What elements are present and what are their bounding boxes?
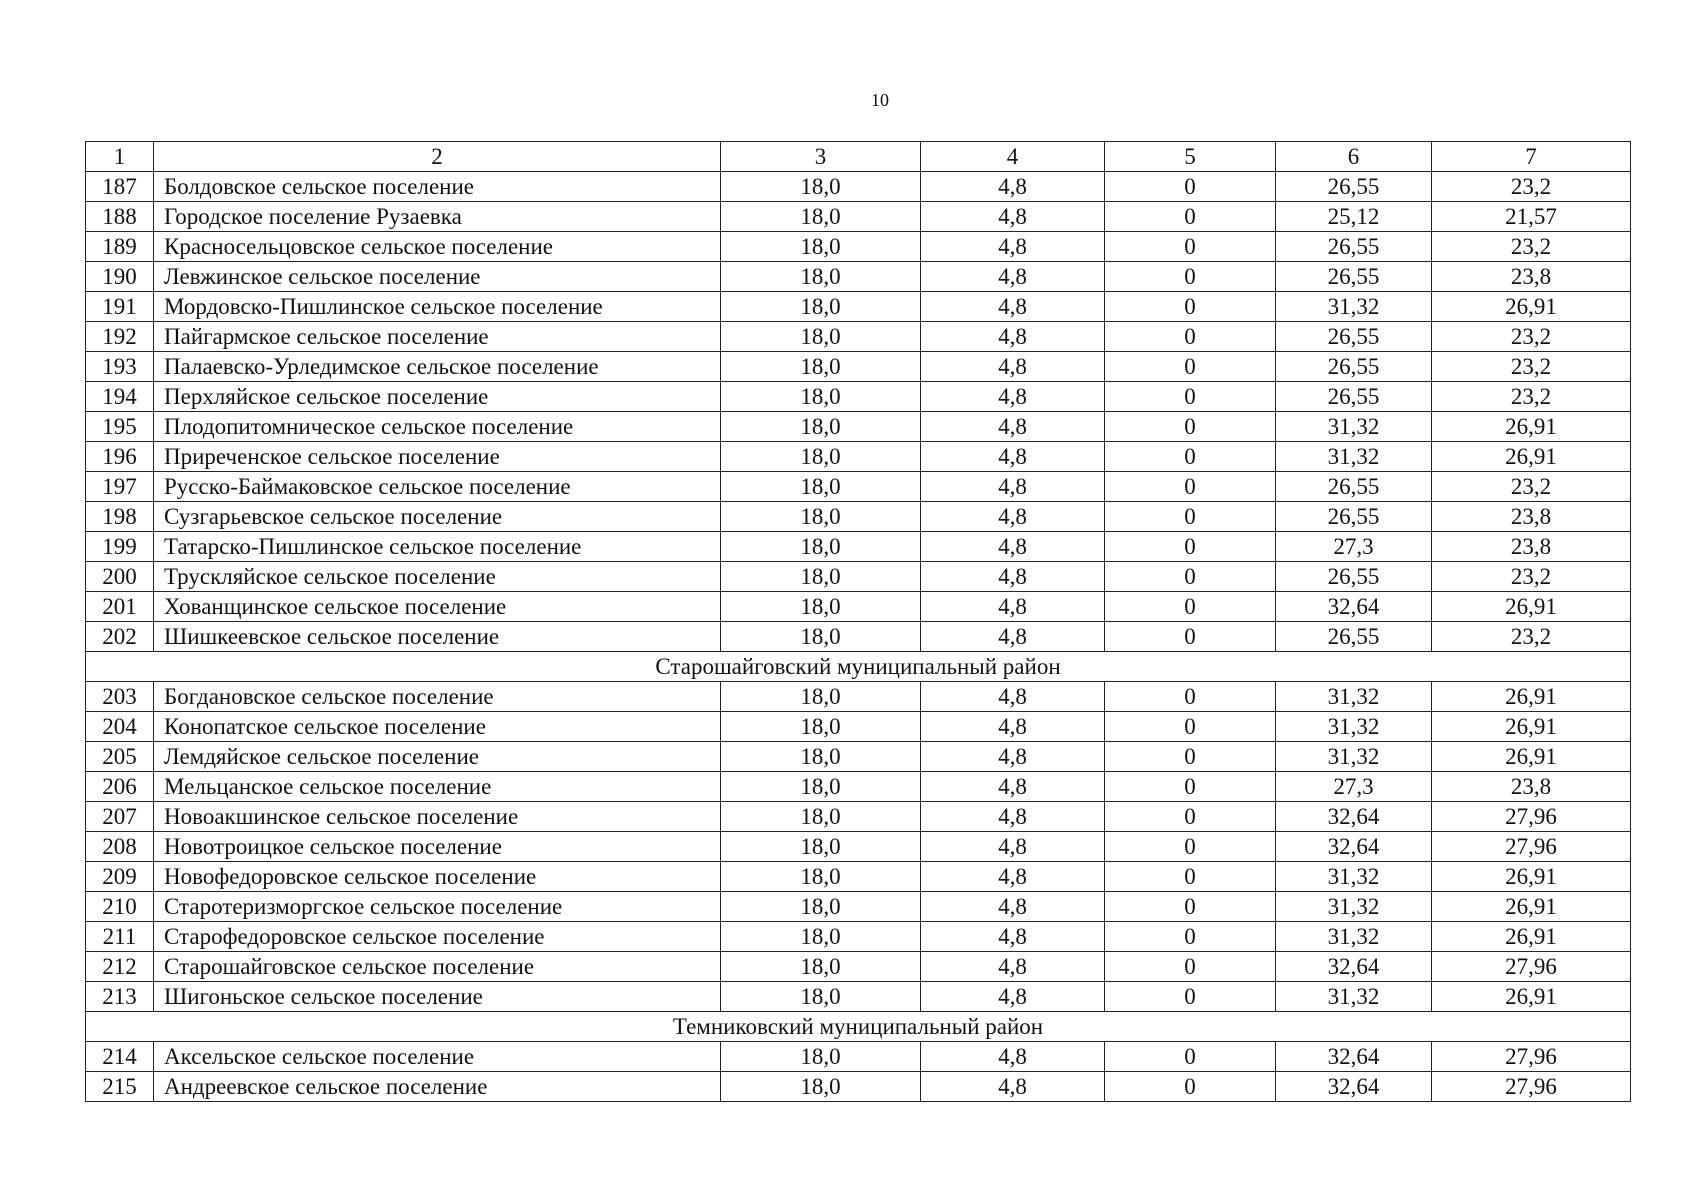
row-number: 191 [86,292,154,322]
value-col-6: 32,64 [1276,1042,1432,1072]
value-col-3: 18,0 [721,352,921,382]
value-col-6: 26,55 [1276,322,1432,352]
row-number: 193 [86,352,154,382]
value-col-4: 4,8 [921,412,1105,442]
row-number: 205 [86,742,154,772]
value-col-4: 4,8 [921,352,1105,382]
value-col-6: 31,32 [1276,892,1432,922]
table-row [86,202,1631,232]
table-row [86,742,1631,772]
value-col-5: 0 [1105,742,1276,772]
value-col-6: 26,55 [1276,382,1432,412]
table-row [86,322,1631,352]
value-col-4: 4,8 [921,592,1105,622]
settlement-name: Андреевское сельское поселение [154,1072,721,1102]
row-number: 198 [86,502,154,532]
settlement-name: Приреченское сельское поселение [154,442,721,472]
value-col-7: 27,96 [1432,952,1631,982]
row-number: 189 [86,232,154,262]
row-number: 200 [86,562,154,592]
value-col-3: 18,0 [721,382,921,412]
value-col-3: 18,0 [721,712,921,742]
value-col-7: 27,96 [1432,1042,1631,1072]
table-row [86,802,1631,832]
value-col-6: 26,55 [1276,562,1432,592]
value-col-3: 18,0 [721,502,921,532]
settlement-name: Старотеризморгское сельское поселение [154,892,721,922]
value-col-7: 26,91 [1432,922,1631,952]
value-col-4: 4,8 [921,502,1105,532]
value-col-4: 4,8 [921,1072,1105,1102]
row-number: 203 [86,682,154,712]
value-col-6: 31,32 [1276,742,1432,772]
value-col-3: 18,0 [721,532,921,562]
settlement-name: Трускляйское сельское поселение [154,562,721,592]
value-col-6: 25,12 [1276,202,1432,232]
value-col-3: 18,0 [721,832,921,862]
settlement-name: Левжинское сельское поселение [154,262,721,292]
value-col-7: 26,91 [1432,442,1631,472]
table-body [86,142,1631,1102]
settlement-name: Шишкеевское сельское поселение [154,622,721,652]
row-number: 201 [86,592,154,622]
table-row [86,472,1631,502]
settlement-name: Плодопитомническое сельское поселение [154,412,721,442]
value-col-7: 26,91 [1432,412,1631,442]
value-col-5: 0 [1105,622,1276,652]
value-col-5: 0 [1105,982,1276,1012]
value-col-6: 32,64 [1276,1072,1432,1102]
value-col-7: 26,91 [1432,682,1631,712]
table-row [86,532,1631,562]
row-number: 196 [86,442,154,472]
value-col-5: 0 [1105,592,1276,622]
value-col-6: 26,55 [1276,352,1432,382]
value-col-4: 4,8 [921,772,1105,802]
value-col-5: 0 [1105,952,1276,982]
value-col-6: 26,55 [1276,622,1432,652]
settlement-name: Лемдяйское сельское поселение [154,742,721,772]
row-number: 211 [86,922,154,952]
value-col-5: 0 [1105,772,1276,802]
settlement-name: Татарско-Пишлинское сельское поселение [154,532,721,562]
row-number: 199 [86,532,154,562]
value-col-6: 26,55 [1276,472,1432,502]
value-col-5: 0 [1105,862,1276,892]
value-col-5: 0 [1105,172,1276,202]
value-col-7: 26,91 [1432,862,1631,892]
value-col-5: 0 [1105,1072,1276,1102]
value-col-3: 18,0 [721,442,921,472]
row-number: 195 [86,412,154,442]
district-name: Темниковский муниципальный район [86,1012,1631,1042]
settlement-name: Перхляйское сельское поселение [154,382,721,412]
value-col-7: 26,91 [1432,712,1631,742]
table-row [86,892,1631,922]
value-col-5: 0 [1105,1042,1276,1072]
value-col-5: 0 [1105,802,1276,832]
settlement-name: Старофедоровское сельское поселение [154,922,721,952]
value-col-4: 4,8 [921,292,1105,322]
value-col-7: 23,2 [1432,232,1631,262]
value-col-7: 23,2 [1432,172,1631,202]
settlement-name: Мордовско-Пишлинское сельское поселение [154,292,721,322]
value-col-5: 0 [1105,292,1276,322]
table-row [86,352,1631,382]
row-number: 208 [86,832,154,862]
row-number: 213 [86,982,154,1012]
value-col-7: 23,2 [1432,472,1631,502]
table-row [86,832,1631,862]
value-col-5: 0 [1105,382,1276,412]
table-row [86,1042,1631,1072]
value-col-6: 26,55 [1276,232,1432,262]
value-col-4: 4,8 [921,922,1105,952]
value-col-7: 26,91 [1432,742,1631,772]
table-row [86,442,1631,472]
value-col-4: 4,8 [921,532,1105,562]
table-row [86,712,1631,742]
row-number: 212 [86,952,154,982]
settlement-name: Конопатское сельское поселение [154,712,721,742]
settlement-name: Русско-Баймаковское сельское поселение [154,472,721,502]
row-number: 206 [86,772,154,802]
value-col-5: 0 [1105,352,1276,382]
value-col-5: 0 [1105,832,1276,862]
table-row [86,412,1631,442]
value-col-4: 4,8 [921,262,1105,292]
value-col-7: 23,2 [1432,322,1631,352]
value-col-4: 4,8 [921,172,1105,202]
table-row [86,172,1631,202]
value-col-7: 21,57 [1432,202,1631,232]
value-col-5: 0 [1105,712,1276,742]
value-col-5: 0 [1105,682,1276,712]
value-col-3: 18,0 [721,892,921,922]
value-col-6: 31,32 [1276,682,1432,712]
value-col-7: 23,8 [1432,772,1631,802]
table-row [86,622,1631,652]
value-col-5: 0 [1105,472,1276,502]
value-col-5: 0 [1105,442,1276,472]
value-col-3: 18,0 [721,982,921,1012]
row-number: 210 [86,892,154,922]
value-col-7: 23,8 [1432,502,1631,532]
value-col-7: 27,96 [1432,1072,1631,1102]
table-row [86,502,1631,532]
column-header: 4 [921,142,1105,172]
value-col-5: 0 [1105,892,1276,922]
value-col-4: 4,8 [921,1042,1105,1072]
value-col-6: 26,55 [1276,262,1432,292]
value-col-5: 0 [1105,502,1276,532]
table-row [86,382,1631,412]
column-header: 1 [86,142,154,172]
value-col-5: 0 [1105,532,1276,562]
value-col-4: 4,8 [921,322,1105,352]
value-col-7: 23,8 [1432,262,1631,292]
table-row [86,952,1631,982]
value-col-3: 18,0 [721,172,921,202]
value-col-3: 18,0 [721,412,921,442]
value-col-7: 23,2 [1432,562,1631,592]
value-col-4: 4,8 [921,562,1105,592]
value-col-3: 18,0 [721,202,921,232]
row-number: 187 [86,172,154,202]
settlement-name: Шигоньское сельское поселение [154,982,721,1012]
table-row [86,922,1631,952]
value-col-5: 0 [1105,322,1276,352]
table-row [86,292,1631,322]
value-col-3: 18,0 [721,802,921,832]
value-col-7: 23,8 [1432,532,1631,562]
value-col-7: 23,2 [1432,352,1631,382]
value-col-7: 23,2 [1432,622,1631,652]
value-col-7: 26,91 [1432,292,1631,322]
table-row [86,592,1631,622]
table-row [86,682,1631,712]
value-col-4: 4,8 [921,982,1105,1012]
value-col-3: 18,0 [721,262,921,292]
district-name: Старошайговский муниципальный район [86,652,1631,682]
value-col-3: 18,0 [721,862,921,892]
table-row [86,772,1631,802]
row-number: 194 [86,382,154,412]
settlement-name: Богдановское сельское поселение [154,682,721,712]
value-col-6: 31,32 [1276,982,1432,1012]
table-row [86,1072,1631,1102]
page-number: 10 [871,90,889,110]
value-col-7: 26,91 [1432,592,1631,622]
row-number: 188 [86,202,154,232]
settlements-table [85,141,1631,1102]
settlement-name: Болдовское сельское поселение [154,172,721,202]
value-col-3: 18,0 [721,292,921,322]
value-col-3: 18,0 [721,772,921,802]
value-col-4: 4,8 [921,862,1105,892]
value-col-3: 18,0 [721,1042,921,1072]
value-col-3: 18,0 [721,562,921,592]
settlement-name: Пайгармское сельское поселение [154,322,721,352]
value-col-7: 27,96 [1432,832,1631,862]
row-number: 215 [86,1072,154,1102]
value-col-6: 27,3 [1276,532,1432,562]
settlement-name: Новотроицкое сельское поселение [154,832,721,862]
value-col-4: 4,8 [921,952,1105,982]
value-col-3: 18,0 [721,622,921,652]
value-col-3: 18,0 [721,922,921,952]
value-col-6: 32,64 [1276,832,1432,862]
row-number: 190 [86,262,154,292]
settlement-name: Красносельцовское сельское поселение [154,232,721,262]
value-col-4: 4,8 [921,712,1105,742]
value-col-6: 26,55 [1276,172,1432,202]
column-header: 3 [721,142,921,172]
row-number: 207 [86,802,154,832]
column-header: 7 [1432,142,1631,172]
settlement-name: Новофедоровское сельское поселение [154,862,721,892]
value-col-3: 18,0 [721,952,921,982]
value-col-7: 23,2 [1432,382,1631,412]
value-col-7: 27,96 [1432,802,1631,832]
value-col-6: 32,64 [1276,952,1432,982]
value-col-3: 18,0 [721,1072,921,1102]
value-col-4: 4,8 [921,832,1105,862]
table-row [86,982,1631,1012]
value-col-4: 4,8 [921,742,1105,772]
value-col-6: 31,32 [1276,922,1432,952]
value-col-4: 4,8 [921,442,1105,472]
value-col-5: 0 [1105,232,1276,262]
settlement-name: Старошайговское сельское поселение [154,952,721,982]
row-number: 192 [86,322,154,352]
value-col-3: 18,0 [721,232,921,262]
table-row [86,262,1631,292]
district-header-row [86,652,1631,682]
row-number: 214 [86,1042,154,1072]
value-col-6: 26,55 [1276,502,1432,532]
value-col-3: 18,0 [721,682,921,712]
value-col-6: 31,32 [1276,412,1432,442]
value-col-5: 0 [1105,202,1276,232]
value-col-7: 26,91 [1432,982,1631,1012]
value-col-6: 27,3 [1276,772,1432,802]
value-col-5: 0 [1105,922,1276,952]
column-header: 6 [1276,142,1432,172]
value-col-5: 0 [1105,562,1276,592]
value-col-6: 31,32 [1276,862,1432,892]
value-col-4: 4,8 [921,682,1105,712]
table-row [86,862,1631,892]
column-number-header-row [86,142,1631,172]
value-col-6: 31,32 [1276,442,1432,472]
value-col-6: 32,64 [1276,802,1432,832]
settlement-name: Городское поселение Рузаевка [154,202,721,232]
value-col-6: 31,32 [1276,292,1432,322]
value-col-4: 4,8 [921,802,1105,832]
value-col-3: 18,0 [721,592,921,622]
settlement-name: Мельцанское сельское поселение [154,772,721,802]
value-col-3: 18,0 [721,742,921,772]
table-row [86,232,1631,262]
value-col-4: 4,8 [921,382,1105,412]
value-col-6: 31,32 [1276,712,1432,742]
settlement-name: Хованщинское сельское поселение [154,592,721,622]
table-row [86,562,1631,592]
value-col-5: 0 [1105,262,1276,292]
value-col-6: 32,64 [1276,592,1432,622]
row-number: 204 [86,712,154,742]
value-col-5: 0 [1105,412,1276,442]
value-col-4: 4,8 [921,622,1105,652]
settlement-name: Сузгарьевское сельское поселение [154,502,721,532]
row-number: 197 [86,472,154,502]
value-col-4: 4,8 [921,472,1105,502]
settlement-name: Новоакшинское сельское поселение [154,802,721,832]
value-col-3: 18,0 [721,472,921,502]
row-number: 202 [86,622,154,652]
row-number: 209 [86,862,154,892]
settlement-name: Палаевско-Урледимское сельское поселение [154,352,721,382]
value-col-3: 18,0 [721,322,921,352]
value-col-4: 4,8 [921,892,1105,922]
value-col-4: 4,8 [921,202,1105,232]
value-col-4: 4,8 [921,232,1105,262]
column-header: 5 [1105,142,1276,172]
district-header-row [86,1012,1631,1042]
value-col-7: 26,91 [1432,892,1631,922]
column-header: 2 [154,142,721,172]
settlement-name: Аксельское сельское поселение [154,1042,721,1072]
